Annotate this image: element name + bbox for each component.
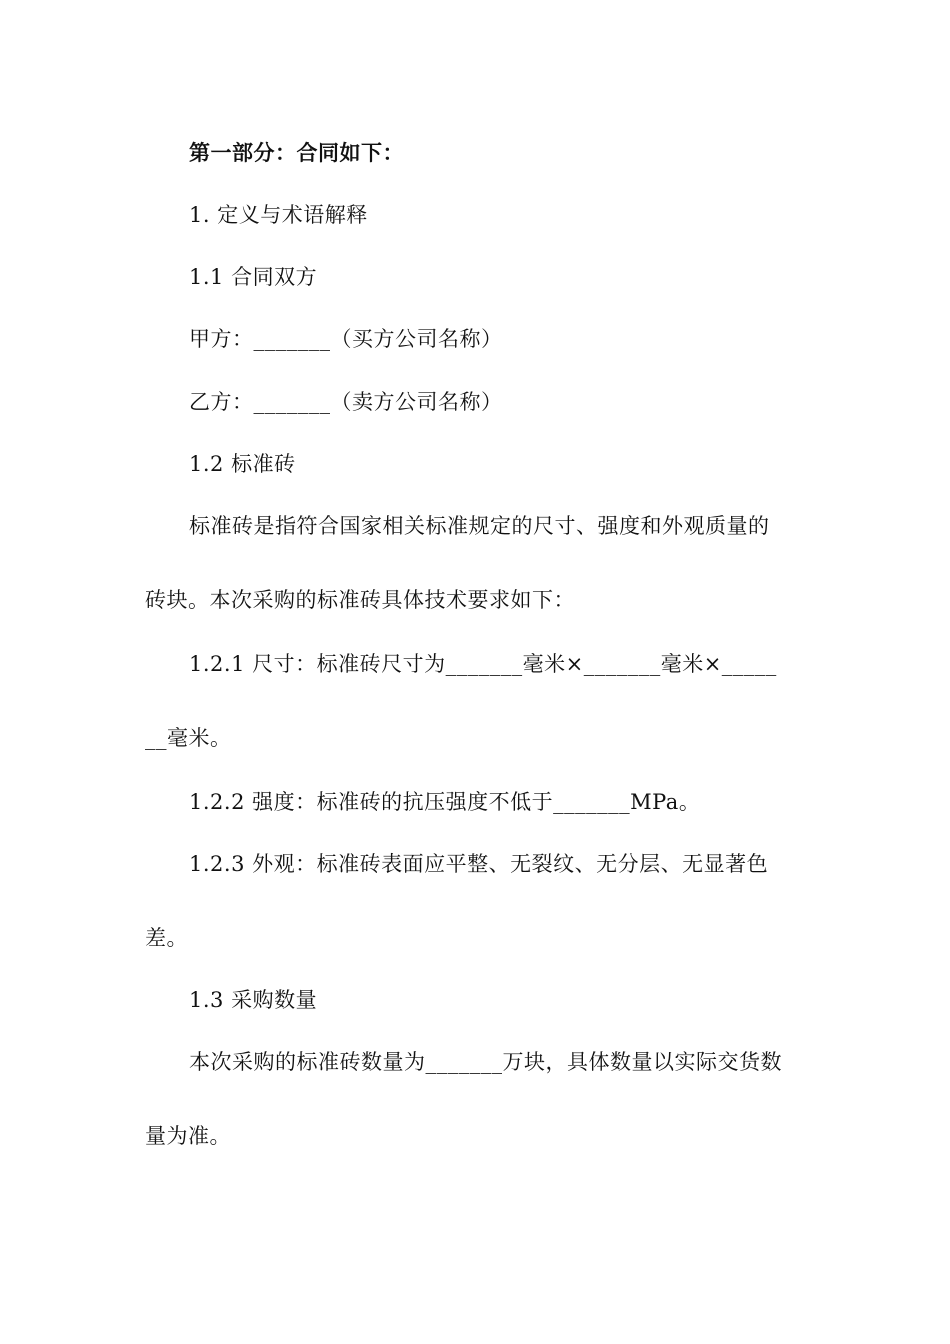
paragraph-line: 砖块。本次采购的标准砖具体技术要求如下：	[145, 588, 575, 612]
clause-1-title: 1. 定义与术语解释	[189, 203, 368, 227]
section-heading: 第一部分：合同如下：	[189, 140, 404, 165]
clause-1-2-1-continuation: __毫米。	[145, 726, 232, 750]
clause-1-2-3-line: 1.2.3 外观：标准砖表面应平整、无裂纹、无分层、无显著色	[189, 852, 769, 876]
paragraph-line: 标准砖是指符合国家相关标准规定的尺寸、强度和外观质量的	[189, 514, 770, 538]
clause-1-3-title: 1.3 采购数量	[189, 988, 318, 1012]
clause-1-2-1-line: 1.2.1 尺寸：标准砖尺寸为_______毫米×_______毫米×_____	[189, 652, 777, 676]
paragraph-line: 本次采购的标准砖数量为_______万块，具体数量以实际交货数	[189, 1050, 782, 1074]
clause-1-2-2-line: 1.2.2 强度：标准砖的抗压强度不低于_______MPa。	[189, 790, 701, 814]
paragraph-line: 量为准。	[145, 1124, 231, 1148]
clause-1-2-title: 1.2 标准砖	[189, 452, 296, 476]
clause-1-2-3-continuation: 差。	[145, 926, 188, 950]
clause-1-1-title: 1.1 合同双方	[189, 265, 318, 289]
party-b-line: 乙方：_______（卖方公司名称）	[189, 390, 503, 414]
party-a-line: 甲方：_______（买方公司名称）	[189, 327, 503, 351]
